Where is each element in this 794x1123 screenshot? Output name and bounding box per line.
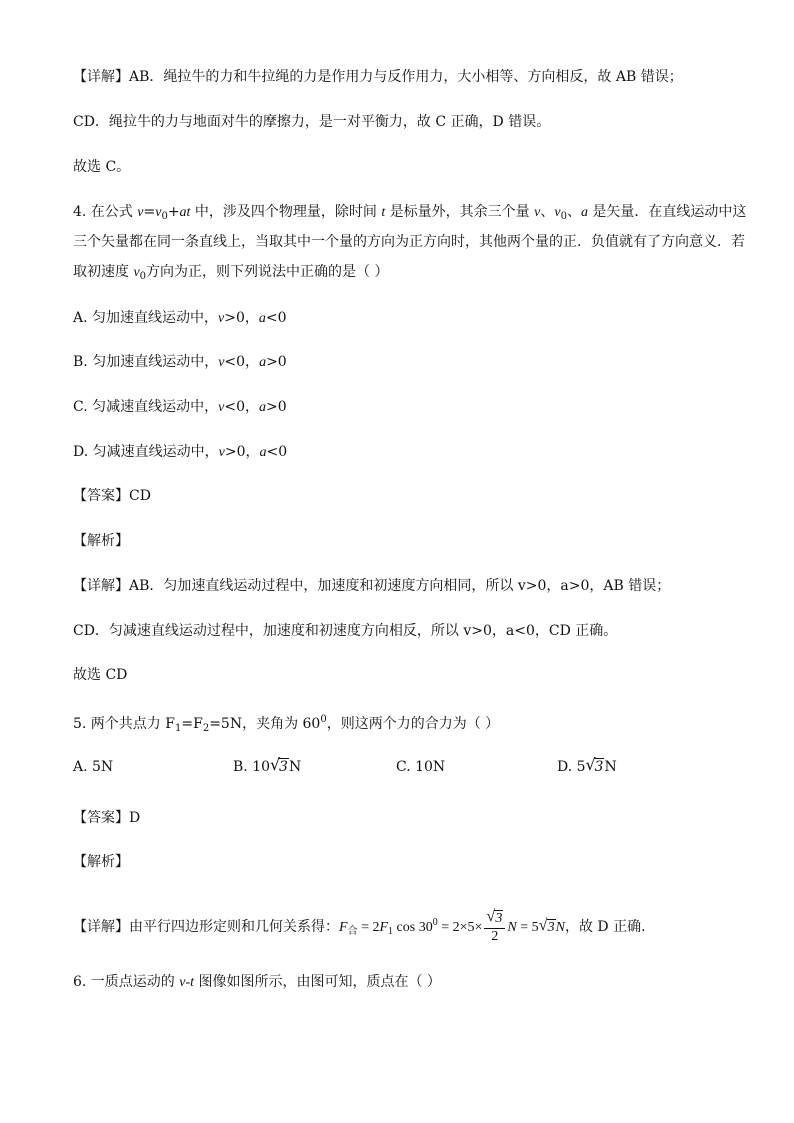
q4-option-b-v: v xyxy=(218,355,225,370)
q4-option-b xyxy=(73,353,287,372)
q5-formula-eq1: = 2 xyxy=(357,920,380,935)
q3-detail-ab: AB．绳拉牛的力和牛拉绳的力是作用力与反作用力，大小相等、方向相反，故 AB 错误； xyxy=(129,69,683,85)
q6-stem xyxy=(73,973,441,992)
q4-option-b-label: B. xyxy=(73,354,88,370)
q5-stem xyxy=(73,711,499,738)
q4-stem-1b: 中，涉及四个物理量，除时间 xyxy=(190,204,382,220)
q5-formula-F-sub: 合 xyxy=(347,926,358,937)
q3-conclusion: 故选 C。 xyxy=(73,159,131,175)
q4-option-d xyxy=(73,443,287,462)
q5-option-b xyxy=(233,755,302,776)
q4-detail-ab-line xyxy=(73,577,670,595)
q4-option-c-a: a xyxy=(258,400,266,415)
q4-stem-1a: 在公式 xyxy=(86,204,138,220)
q5-number: 5. xyxy=(73,716,87,732)
q3-detail-cd: CD．绳拉牛的力与地面对牛的摩擦力，是一对平衡力，故 C 正确，D 错误。 xyxy=(73,114,551,130)
q5-formula-radicand2: 3 xyxy=(547,920,555,935)
q4-option-a xyxy=(73,309,287,328)
q4-stem-1d: 是矢量．在直线运动中这 xyxy=(587,204,747,220)
q5-formula-N1: N xyxy=(507,920,517,935)
q5-option-c: C. 10N xyxy=(396,759,446,775)
q4-formula-at: at xyxy=(179,205,191,220)
q5-detail-end: ，故 D 正确． xyxy=(564,919,656,935)
q5-option-a: A. 5N xyxy=(73,759,114,775)
q5-stem-c: ，则这两个力的合力为（ ） xyxy=(326,716,500,732)
q4-sep1: 、 xyxy=(540,204,555,220)
q4-stem-3v: v xyxy=(133,265,140,280)
sqrt-icon: √ xyxy=(585,755,596,774)
q5-stem-b: =5N，夹角为 60 xyxy=(209,716,321,732)
q4-option-d-a: a xyxy=(259,445,267,460)
q4-option-a-c1: >0， xyxy=(224,310,259,326)
q5-option-d-unit: N xyxy=(604,759,617,775)
q5-formula-numerator xyxy=(484,910,505,929)
q5-formula-F1-sub: 1 xyxy=(388,926,394,937)
q4-number: 4. xyxy=(73,204,87,220)
q5-analysis-label: 【解析】 xyxy=(73,854,129,870)
q4-stem-line-3 xyxy=(73,263,389,286)
q5-sub2: 2 xyxy=(202,723,210,734)
q4-answer-label: 【答案】 xyxy=(73,488,129,504)
q4-option-d-text: 匀减速直线运动中， xyxy=(88,444,219,460)
q4-conclusion: 故选 CD xyxy=(73,667,128,683)
q4-option-c-text: 匀减速直线运动中， xyxy=(87,399,219,415)
q6-number: 6. xyxy=(73,974,87,990)
q4-v0-sub: 0 xyxy=(560,211,567,222)
q5-formula-fraction xyxy=(484,910,505,945)
q4-v: v xyxy=(534,205,541,220)
q5-option-b-radicand: 3 xyxy=(279,759,288,775)
q4-stem-line-1 xyxy=(73,203,746,226)
q4-formula-v0-sub: 0 xyxy=(161,211,168,222)
q4-answer-line xyxy=(73,487,151,505)
q4-option-a-text: 匀加速直线运动中， xyxy=(87,310,219,326)
q4-stem-3b: 方向为正，则下列说法中正确的是（ ） xyxy=(146,264,389,280)
q4-option-b-c2: >0 xyxy=(266,354,287,370)
q5-option-b-sqrt xyxy=(270,755,289,776)
q5-formula-F1: F xyxy=(379,920,389,935)
q4-stem-line-2: 三个矢量都在同一条直线上，当取其中一个量的方向为正方向时，其他两个量的正．负值就有了方向意义．若 xyxy=(73,234,745,250)
q4-option-b-a: a xyxy=(259,355,267,370)
q4-stem-3sub: 0 xyxy=(139,271,147,282)
q5-option-d-pre: D. 5 xyxy=(557,759,586,775)
q4-option-c-v: v xyxy=(218,400,225,415)
q4-detail-cd: CD．匀减速直线运动过程中，加速度和初速度方向相反，所以 v>0，a<0，CD 正确。 xyxy=(73,623,618,639)
q5-answer-line xyxy=(73,809,140,827)
q4-option-c-c1: <0， xyxy=(224,399,259,415)
q4-option-b-text: 匀加速直线运动中， xyxy=(87,354,219,370)
q5-stem-a: 两个共点力 F xyxy=(86,716,175,732)
q5-formula-eq2: = 2×5× xyxy=(437,920,483,935)
q4-option-a-v: v xyxy=(218,311,225,326)
q4-option-d-label: D. xyxy=(73,444,89,460)
sqrt-icon: √ xyxy=(486,908,496,926)
q5-formula-N2: N xyxy=(555,920,565,935)
q5-detail-line xyxy=(73,905,655,950)
q4-option-a-label: A. xyxy=(73,310,88,326)
q5-eq1: =F xyxy=(181,716,203,732)
q4-option-a-c2: <0 xyxy=(265,310,287,326)
q5-sub1: 1 xyxy=(174,723,182,734)
q5-detail-text: 由平行四边形定则和几何关系得： xyxy=(129,919,339,935)
q4-stem-1c: 是标量外，其余三个量 xyxy=(385,204,535,220)
q5-option-b-unit: N xyxy=(288,759,302,775)
q5-option-d-radicand: 3 xyxy=(594,759,604,775)
q5-formula-cos: cos 30 xyxy=(393,920,433,935)
q4-option-b-c1: <0， xyxy=(224,354,260,370)
q4-option-c xyxy=(73,398,287,417)
q4-sep2: 、 xyxy=(566,204,581,220)
q5-formula-eq3: = 5 xyxy=(516,920,539,935)
q5-formula-num-sqrt xyxy=(486,910,503,928)
q4-option-d-c2: <0 xyxy=(266,444,288,460)
q4-detail-label: 【详解】 xyxy=(73,578,129,594)
q5-sup0: 0 xyxy=(320,714,327,725)
q5-formula-denominator: 2 xyxy=(491,929,499,945)
q4-formula-plus: + xyxy=(167,204,180,220)
q4-stem-3a: 取初速度 xyxy=(73,264,134,280)
q4-a: a xyxy=(580,205,588,220)
q4-answer-value: CD xyxy=(129,488,151,504)
q6-stem-a: 一质点运动的 xyxy=(86,974,180,990)
q5-formula-sup: 0 xyxy=(432,917,438,928)
q3-detail-label: 【详解】 xyxy=(73,69,129,85)
q5-detail-label: 【详解】 xyxy=(73,919,129,935)
q3-detail-ab-line xyxy=(73,68,683,86)
q4-formula-v0: v xyxy=(155,205,162,220)
q5-formula-F: F xyxy=(339,920,348,935)
q5-answer-value: D xyxy=(129,810,141,826)
sqrt-icon: √ xyxy=(270,755,281,774)
q5-formula-num-radicand: 3 xyxy=(495,911,503,927)
q4-formula-eq: = xyxy=(143,204,156,220)
q4-formula-v: v xyxy=(137,205,144,220)
q5-formula xyxy=(339,908,565,945)
q4-t: t xyxy=(381,205,386,220)
q4-option-a-a: a xyxy=(258,311,266,326)
q5-formula-sqrt2 xyxy=(539,910,556,946)
q6-stem-b: 图像如图所示，由图可知，质点在（ ） xyxy=(194,974,441,990)
q4-v0: v xyxy=(554,205,561,220)
q4-detail-ab: AB．匀加速直线运动过程中，加速度和初速度方向相同，所以 v>0，a>0，AB 错误； xyxy=(129,578,671,594)
q6-vt: v-t xyxy=(179,975,195,990)
q4-option-d-v: v xyxy=(218,445,225,460)
q5-answer-label: 【答案】 xyxy=(73,810,129,826)
q5-option-b-pre: B. 10 xyxy=(233,759,271,775)
q4-option-d-c1: >0， xyxy=(224,444,260,460)
q4-option-c-c2: >0 xyxy=(265,399,287,415)
sqrt-icon: √ xyxy=(538,917,548,934)
q4-option-c-label: C. xyxy=(73,399,88,415)
q5-option-d xyxy=(557,755,617,776)
q5-option-d-sqrt xyxy=(585,755,605,776)
q4-analysis-label: 【解析】 xyxy=(73,533,129,549)
